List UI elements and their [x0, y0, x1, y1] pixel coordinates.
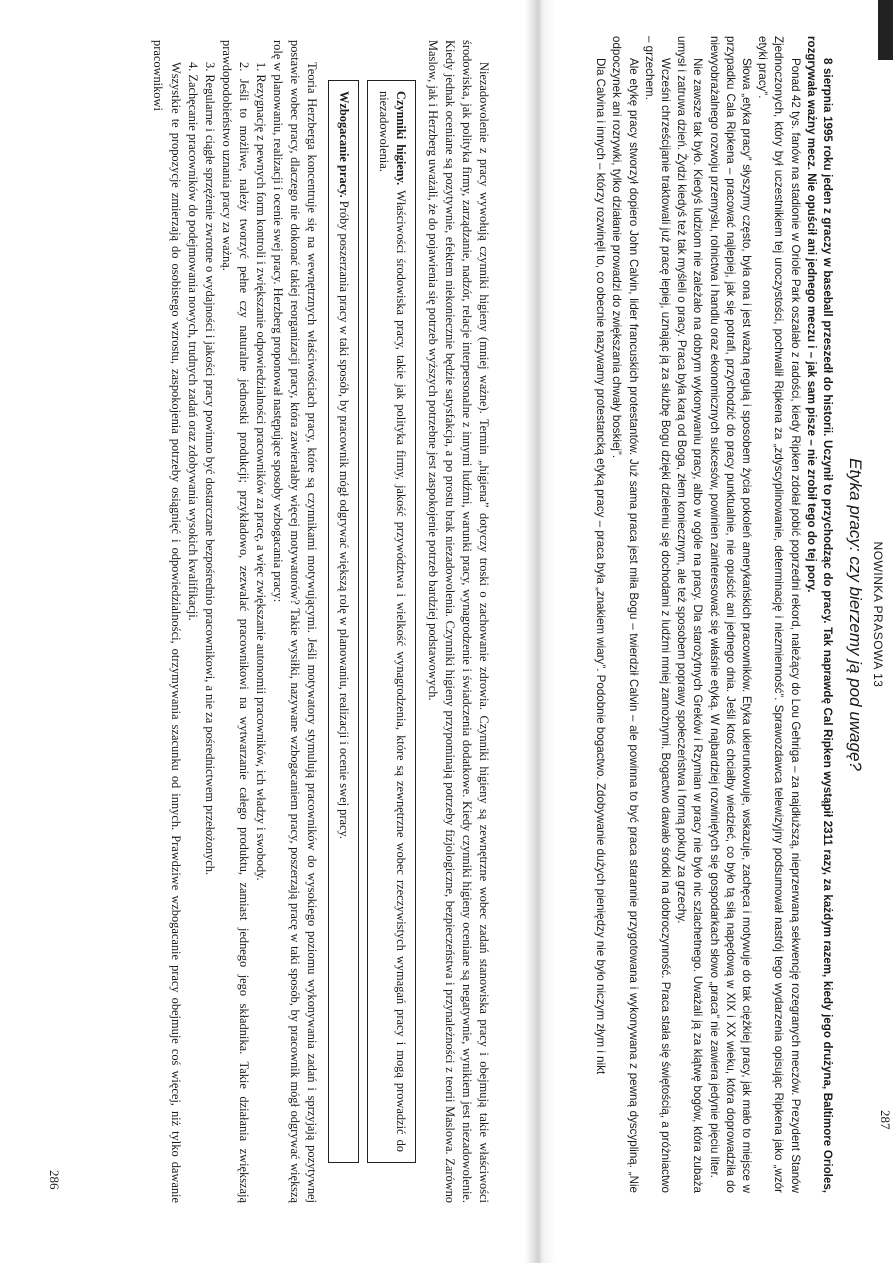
- article-paragraph: Ale etykę pracy stworzył dopiero John Calvin, lider francuskich protestantów. Już sama praca jest miła Bogu – twierdził Calvin – ale powinna to być praca starannie przygotowana i wykonywana z pewną dyscypliną. „Nie odpoczynek ani rozrywki, tylko działanie prowadzi do zwiększania chwały boskiej”.: [610, 36, 640, 1193]
- list-item: 4. Zachęcanie pracowników do podejmowania nowych, trudnych zadań oraz zdobywania wysokich kwalifikacji.: [185, 62, 200, 621]
- sidebar-header: NOWINKA PRASOWA 13: [871, 541, 885, 688]
- list-item: 3. Regularne i ciągłe sprzężenie zwrotne o wydajności i jakości pracy powinno być dostarczane bezpośrednio pracownikowi, a nie za pośrednictwem przełożonych.: [202, 62, 217, 876]
- article-paragraph: Słowa „etyka pracy” słyszymy często, była ona i jest ważną regułą i sposobem życia pokoleń amerykańskich pracowników. Etyka ukierunkowuje, wskazuje, zachęca i motywuje do tak ciężkiej pracy, jak mało to miejsce w przypadku Cala Ripkena – pracować najlepiej, jak się potrafi, przychodzić do pracy punktualnie, nie opuścić ani jednego dnia. Jeśli ktoś chciałby wiedzieć, co było tą siłą napędową w XIX i XX wieku, która doprowadziła do niewyobrażalnego rozwoju przemysłu, rolnictwa i handlu oraz ekonomicznych sukcesów, powinien zainteresować się właśnie etyką. W najbardziej rozwiniętych się gospodarkach słowo „praca” nie zawiera jedynie pięciu liter.: [707, 36, 753, 1193]
- article-paragraph: Nie zawsze tak było. Kiedyś ludziom nie zależało na dobrym wykonywaniu pracy, albo w ogóle na pracy. Dla starożytnych Greków i Rzymian w pracy nie było nic szlachetnego. Uważali ją za klątwę bogów, która zubaża umysł i zatruwa dzień. Żydzi kiedyś też tak myśleli o pracy. Praca była karą od Boga, złem koniecznym, ale też sposobem poprawy społeczeństwa i formą pokuty za grzechy.: [675, 36, 705, 1193]
- definition-text: Próby poszerzania pracy w taki sposób, by pracownik mógł odgrywać większą rolę w planowaniu, realizacji i ocenie swej pracy.: [337, 200, 352, 839]
- herzberg-theory-paragraph: Teoria Herzberga koncentruje się na wewnętrznych właściwościach pracy, które są czynnikami motywującymi. Jeśli motywatory stymulują pracowników do wysokiego poziomu wykonywania zadań i sprzyjają pozytywnej postawie wobec pracy, dlaczego nie dokonać takiej reorganizacji pracy, która zawierałaby więcej motywatorów? Takie wysiłki, nazywane wzbogacaniem pracy, poszerzają pracę w taki sposób, by pracownik mógł odgrywać większą rolę w planowaniu, realizacji i ocenie swej pracy. Herzberg proponował następujące sposoby wzbogacania pracy:: [271, 40, 320, 1203]
- page-number: 286: [47, 1170, 62, 1190]
- left-page: [40, 0, 520, 1263]
- definition-text: Właściwości środowiska pracy, takie jak polityka firmy, jakość przywództwa i wielkość wynagrodzenia, które są zewnętrzne wobec rzeczywistych wymagań pracy i mogą prowadzić do niezadowolenia.: [376, 91, 408, 1153]
- definition-box-hygiene: [367, 80, 415, 1163]
- article-paragraph: 8 sierpnia 1995 roku jeden z graczy w baseball przeszedł do historii. Uczynił to przychodząc do pracy. Tak naprawdę Cal Ripken wystąpił 2311 razy, za każdym razem, kiedy jego drużyna, Baltimore Orioles, rozgrywała ważny mecz. Nie opuścił ani jednego meczu i – jak sam pisze – nie zrobił tego do tej pory.: [804, 36, 834, 1193]
- list-item: 1. Rezygnację z pewnych form kontroli i zwiększanie odpowiedzialności pracowników za pracę, a więc zwiększanie autonomii pracowników, ich władzy i swobody.: [254, 62, 269, 881]
- article-paragraph: Ponad 42 tys. fanów na stadionie w Oriole Park oszalało z radości, kiedy Ripken zdołał pobić poprzedni rekord, należący do Lou Gehriga – za najdłuższą, nieprzerwaną sekwencję rozegranych meczów. Prezydent Stanów Zjednoczonych, który był uczestnikiem tej uroczystości, pochwalił Ripkena za „zdyscyplinowanie, determinację i niezmienność”. Sprawozdawca telewizyjny podsumował nastrój tego wydarzenia opisując Ripkena jako „wzór etyki pracy”.: [756, 36, 802, 1193]
- definition-title: Wzbogacanie pracy.: [337, 91, 352, 198]
- page-number: 287: [878, 1110, 893, 1130]
- article-title: Etyka pracy: czy bierzemy ją pod uwagę?: [846, 458, 865, 771]
- definition-box-enrichment: [328, 80, 359, 1163]
- article-paragraph: Dla Calvina i innych – którzy rozwinęli to, co obecnie nazywamy protestancką etyką pracy – praca była „znakiem wiary”. Podobnie bogactwo. Zdobywanie dużych pieniędzy nie było niczym złym i nikt: [594, 58, 608, 1075]
- right-page: [555, 0, 893, 1263]
- list-item: 2. Jeśli to możliwe, należy tworzyć pełne czy naturalne jednostki produkcji; przykładowo, zezwalać pracownikowi na wytwarzanie całego produktu, zamiast jednego jego składnika. Takie działania zwiększają prawdopodobieństwo uznania pracy za ważną.: [219, 40, 251, 1203]
- intro-paragraph: Niezadowolenie z pracy wywołują czynniki higieny (mniej ważne). Termin „higiena” dotyczy troski o zachowanie zdrowia. Czynniki higieny są zewnętrzne wobec zadań stanowiska pracy i obejmują takie właściwości środowiska, jak polityka firmy, zarządzanie, nadzór, relacje interpersonalne z innymi ludźmi, warunki pracy, wynagrodzenie i świadczenia dodatkowe. Kiedy czynniki higieny oceniane są negatywnie, wynikiem jest niezadowolenie. Kiedy jednak oceniane są pozytywnie, efektem niekoniecznie będzie satysfakcja, a po prostu brak niezadowolenia. Czynniki higieny przypominają potrzeby fizjologiczne, bezpieczeństwa i przynależności z teorii Maslowa. Zarówno Maslow, jak i Herzberg uważali, że do pojawienia się potrzeb wyższych potrzebne jest zaspokojenie potrzeb bardziej podstawowych.: [425, 40, 491, 1203]
- definition-title: Czynniki higieny.: [393, 91, 408, 186]
- closing-paragraph: Wszystkie te propozycje zmierzają do osobistego wzrostu, zaspokojenia potrzeby osiągnięć i odpowiedzialności, otrzymywania szacunku od innych. Prawdziwe wzbogacanie pracy obejmuje coś więcej, niż tylko dawanie pracownikowi: [151, 40, 183, 1203]
- book-gutter-shadow: [525, 0, 555, 1263]
- article-body: [592, 36, 835, 1193]
- article-paragraph: Wcześni chrześcijanie traktowali już pracę lepiej, uznając ją za służbę Bogu dzięki dzieleniu się dochodami z ludźmi mniej zamożnymi. Bogactwo dawało środki na dobroczynność. Praca stała się świętością, a próżniactwo – grzechem.: [642, 36, 672, 1193]
